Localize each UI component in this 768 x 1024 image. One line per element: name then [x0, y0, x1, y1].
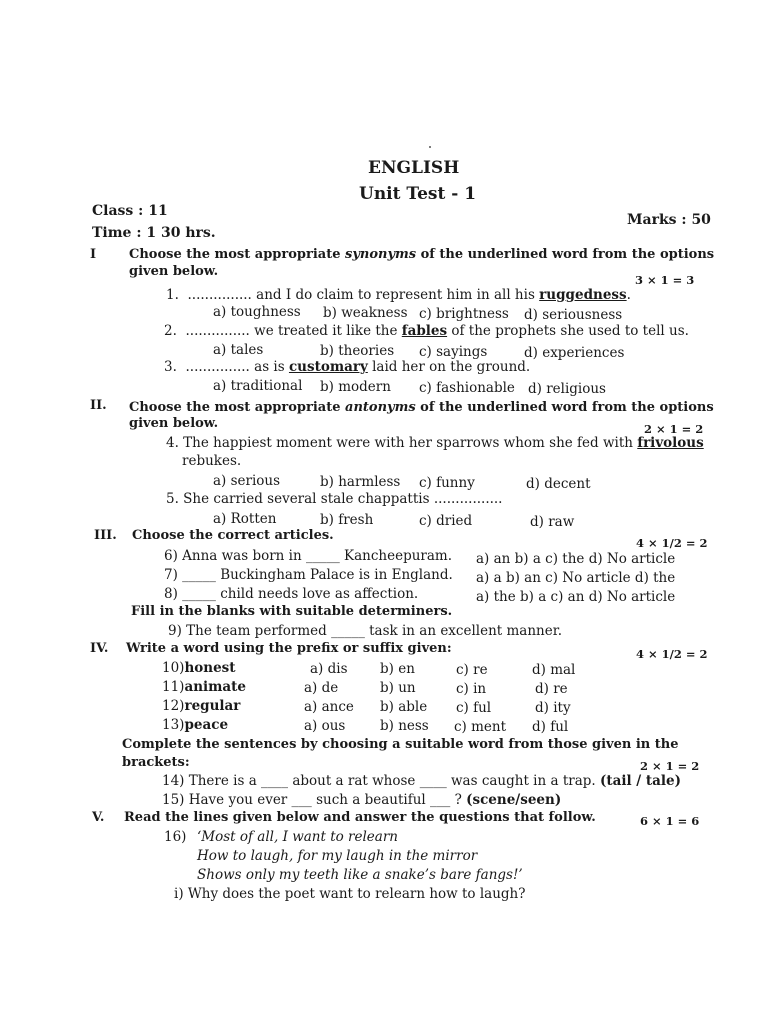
question-1: 1. ............... and I do claim to represent him in all his ruggedness.: [166, 287, 631, 303]
option: a) Rotten: [213, 511, 277, 527]
subsection-marks: 2 × 1 = 2: [640, 759, 700, 773]
section-title-cont: given below.: [129, 416, 219, 431]
section-title-cont: given below.: [129, 264, 219, 279]
affix-option: c) re: [456, 662, 488, 678]
option: d) decent: [526, 476, 591, 492]
subsection-title-cont: brackets:: [122, 755, 190, 770]
affix-option: a) ous: [304, 718, 346, 734]
question-9: 9) The team performed _____ task in an excellent manner.: [168, 623, 562, 639]
option: a) serious: [213, 473, 281, 489]
affix-row: 11)animate: [162, 679, 247, 695]
section-marks: 3 × 1 = 3: [635, 273, 695, 287]
scan-speck: [429, 146, 431, 148]
section-number: III.: [94, 528, 117, 543]
option: c) sayings: [419, 344, 488, 360]
option: c) dried: [419, 513, 473, 529]
subsection-title: Complete the sentences by choosing a suitable word from those given in the: [122, 737, 679, 752]
question-4: 4. The happiest moment were with her sparrows whom she fed with frivolous: [166, 435, 704, 451]
affix-option: c) ment: [454, 719, 507, 735]
affix-option: c) ful: [456, 700, 492, 716]
time-label: Time : 1 30 hrs.: [92, 225, 216, 241]
option: c) funny: [419, 475, 475, 491]
question-3: 3. ............... as is customary laid her on the ground.: [164, 359, 531, 375]
section-marks: 4 × 1/2 = 2: [636, 536, 708, 550]
section-marks: 6 × 1 = 6: [640, 814, 700, 828]
question-8-options: a) the b) a c) an d) No article: [476, 589, 676, 605]
affix-option: d) mal: [532, 662, 576, 678]
question-4-cont: rebukes.: [182, 453, 242, 469]
poem-line: Shows only my teeth like a snake’s bare fangs!’: [197, 867, 523, 883]
marks-total: Marks : 50: [627, 212, 711, 228]
option: d) seriousness: [524, 307, 623, 323]
poem-line: How to laugh, for my laugh in the mirror: [197, 848, 478, 864]
affix-row: 12)regular: [162, 698, 241, 714]
affix-option: b) en: [380, 661, 415, 677]
option: d) raw: [530, 514, 575, 530]
question-6: 6) Anna was born in _____ Kancheepuram.: [164, 548, 452, 564]
option: b) theories: [320, 343, 395, 359]
question-16-number: 16): [164, 829, 187, 845]
affix-option: b) able: [380, 699, 428, 715]
affix-option: a) de: [304, 680, 339, 696]
question-6-options: a) an b) a c) the d) No article: [476, 551, 676, 567]
section-title: Write a word using the prefix or suffix given:: [126, 641, 452, 656]
affix-option: d) ful: [532, 719, 569, 735]
subject-title: ENGLISH: [368, 158, 460, 178]
affix-option: d) ity: [535, 700, 571, 716]
question-15: 15) Have you ever ___ such a beautiful ___ ? (scene/seen): [162, 792, 562, 808]
affix-option: a) dis: [310, 661, 348, 677]
affix-row: 13)peace: [162, 717, 229, 733]
option: b) modern: [320, 379, 391, 395]
option: a) traditional: [213, 378, 303, 394]
affix-option: b) un: [380, 680, 416, 696]
class-label: Class : 11: [92, 203, 168, 219]
poem-line: ‘Most of all, I want to relearn: [197, 829, 398, 845]
question-5: 5. She carried several stale chappattis ................: [166, 491, 503, 507]
affix-option: d) re: [535, 681, 568, 697]
question-8: 8) _____ child needs love as affection.: [164, 586, 419, 602]
section-title: Choose the most appropriate antonyms of the underlined word from the options: [129, 400, 714, 415]
option: b) harmless: [320, 474, 401, 490]
option: b) fresh: [320, 512, 374, 528]
question-14: 14) There is a ____ about a rat whose ____ was caught in a trap. (tail / tale): [162, 773, 682, 789]
option: d) religious: [528, 381, 606, 397]
question-2: 2. ............... we treated it like the fables of the prophets she used to tell us.: [164, 323, 689, 339]
section-title: Read the lines given below and answer the questions that follow.: [124, 810, 596, 825]
test-title: Unit Test - 1: [359, 184, 477, 204]
subsection-title: Fill in the blanks with suitable determiners.: [131, 604, 453, 619]
section-number: II.: [90, 398, 107, 413]
affix-option: a) ance: [304, 699, 354, 715]
section-number: IV.: [90, 641, 109, 656]
section-title: Choose the correct articles.: [132, 528, 334, 543]
option: d) experiences: [524, 345, 625, 361]
option: b) weakness: [323, 305, 408, 321]
question-7-options: a) a b) an c) No article d) the: [476, 570, 676, 586]
option: c) fashionable: [419, 380, 515, 396]
affix-row: 10)honest: [162, 660, 236, 676]
affix-option: c) in: [456, 681, 487, 697]
option: c) brightness: [419, 306, 509, 322]
question-16-i: i) Why does the poet want to relearn how to laugh?: [174, 886, 526, 902]
section-number: V.: [92, 810, 105, 825]
section-marks: 4 × 1/2 = 2: [636, 647, 708, 661]
option: a) tales: [213, 342, 264, 358]
section-title: Choose the most appropriate synonyms of the underlined word from the options: [129, 247, 715, 262]
question-7: 7) _____ Buckingham Palace is in England.: [164, 567, 453, 583]
section-marks: 2 × 1 = 2: [644, 422, 704, 436]
affix-option: b) ness: [380, 718, 429, 734]
section-number: I: [90, 247, 97, 262]
option: a) toughness: [213, 304, 301, 320]
